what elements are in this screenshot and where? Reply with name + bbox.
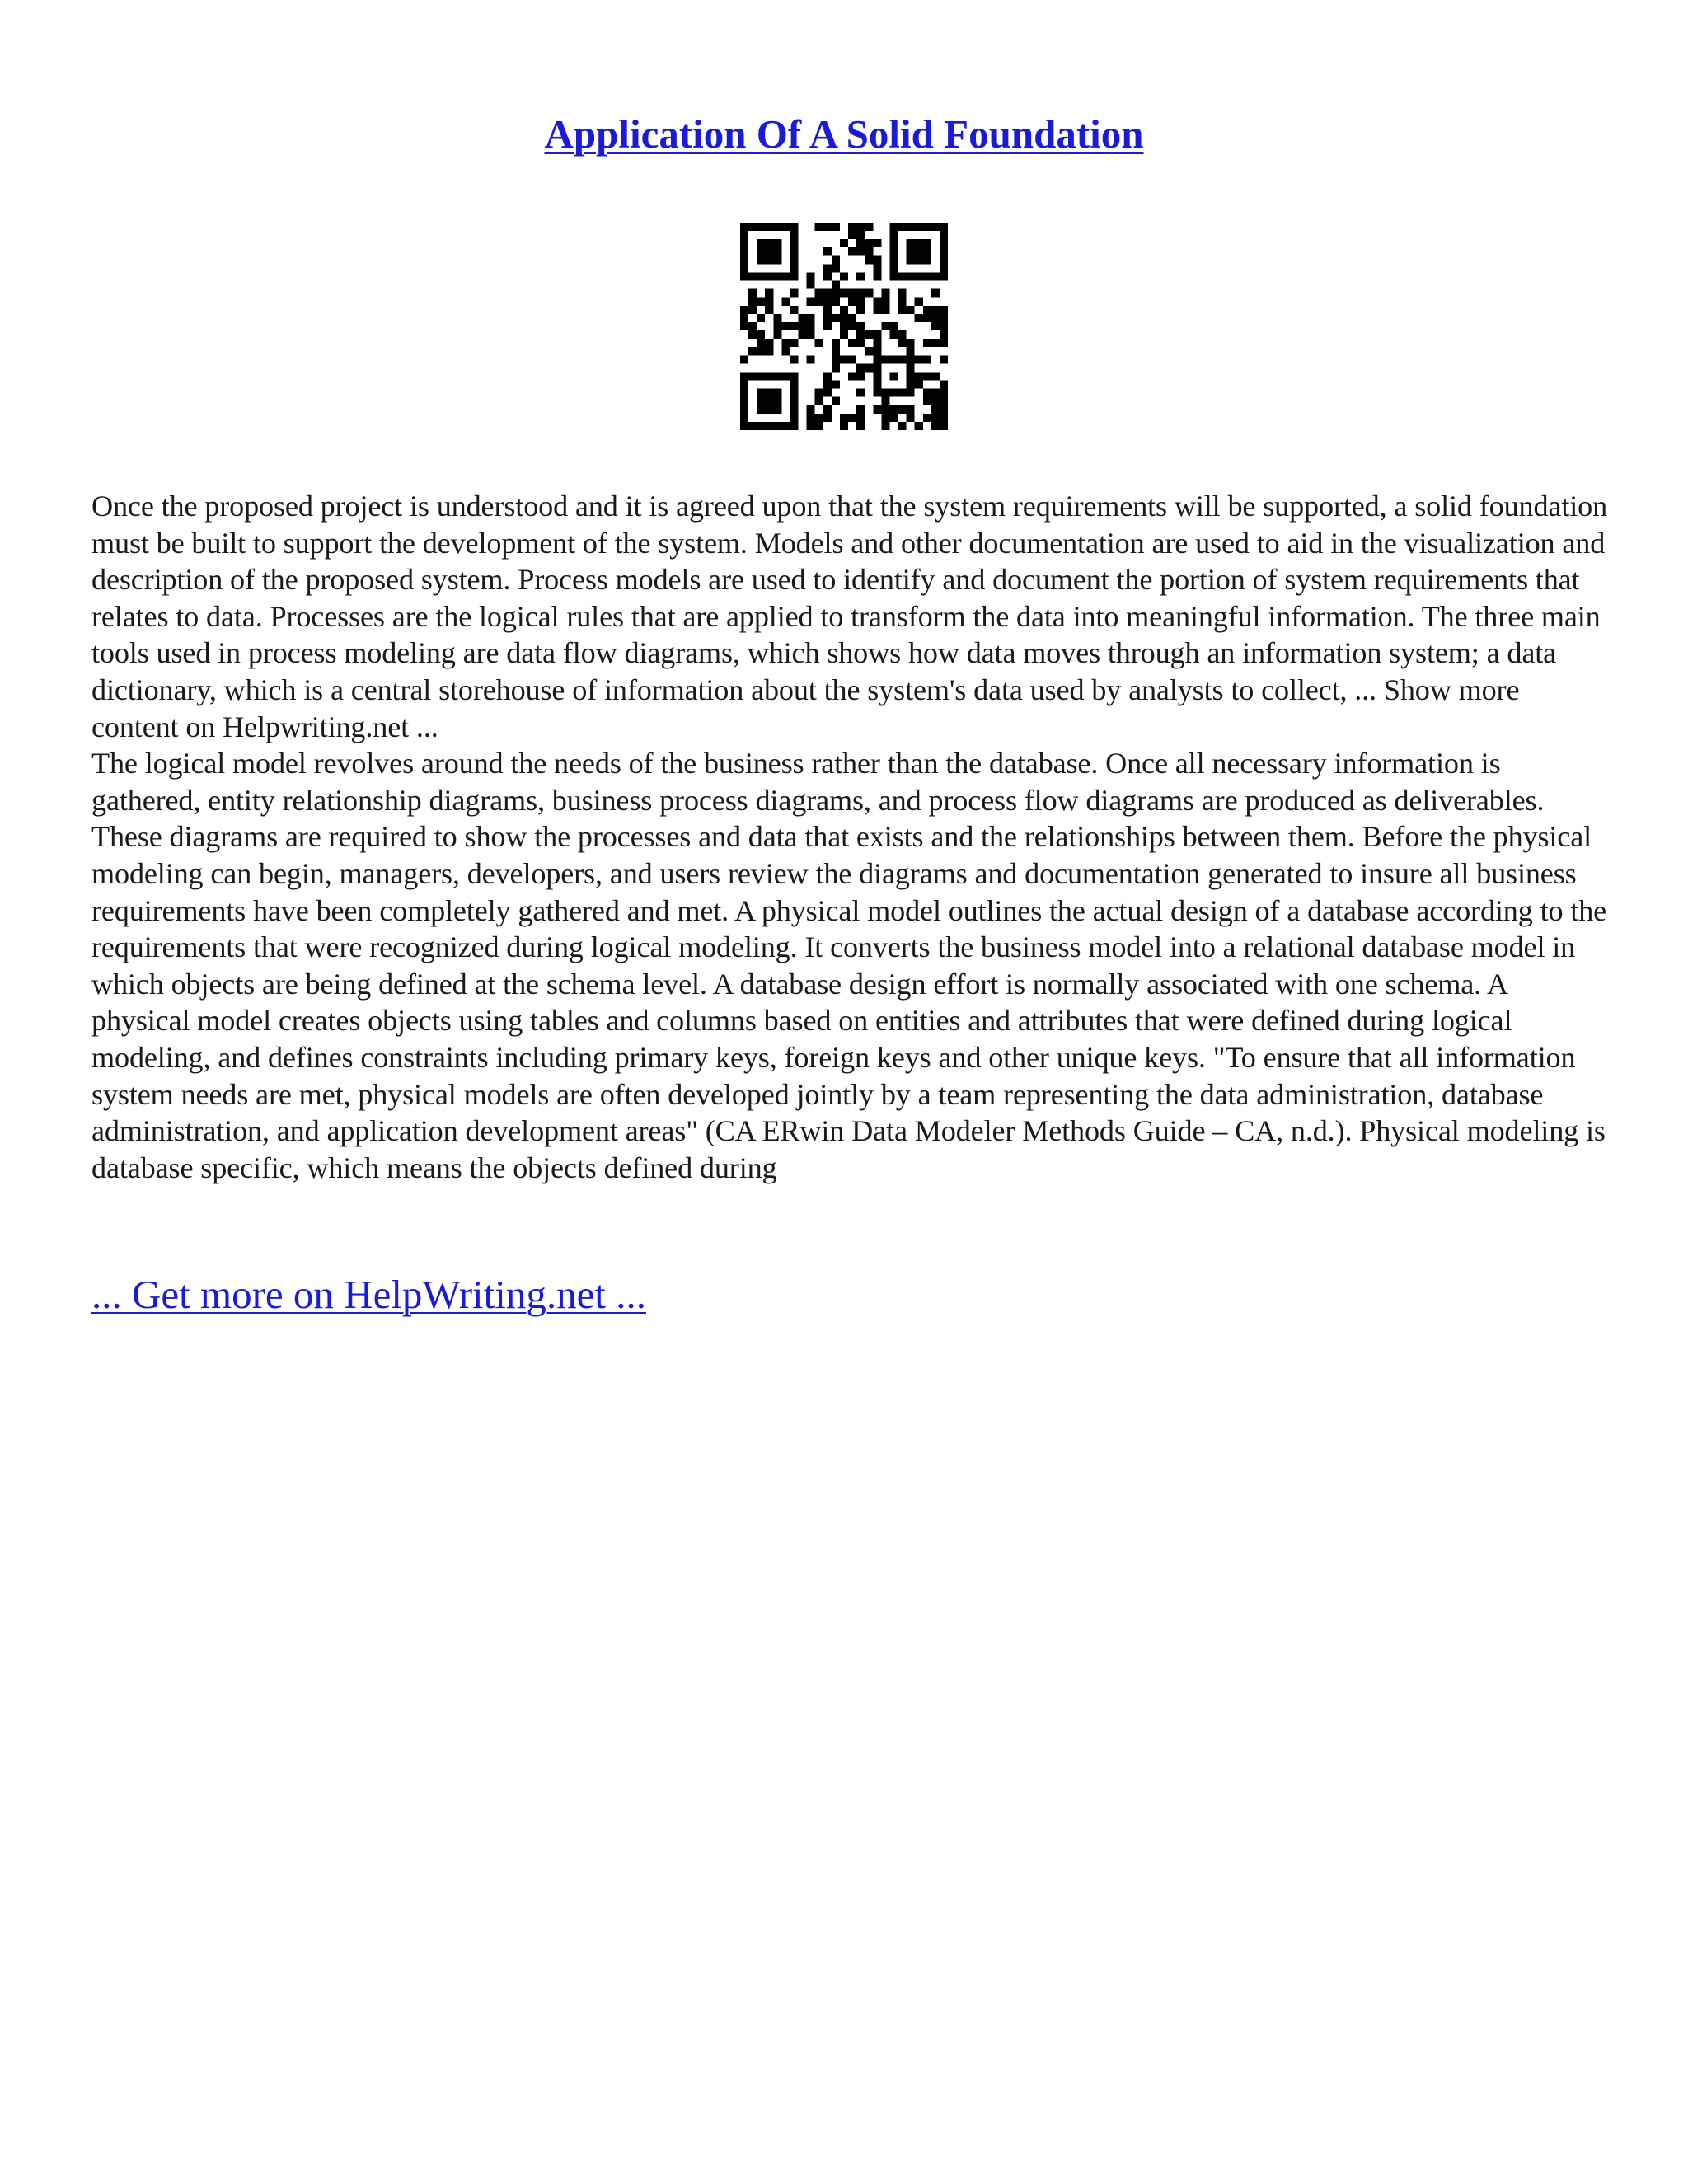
qr-code-icon (740, 223, 948, 430)
get-more-link[interactable]: ... Get more on HelpWriting.net ... (91, 1272, 646, 1317)
document-title-link[interactable]: Application Of A Solid Foundation (544, 111, 1144, 157)
document-body (91, 488, 1608, 1186)
paragraph-intro: Once the proposed project is understood and it is agreed upon that the system requirements will be supported, a solid foundation must be built to support the development of the system. Models and other documentation are used to aid in the visualization and description of the proposed system. Process models are used to identify and document the portion of system requirements that relates to data. Processes are the logical rules that are applied to transform the data into meaningful information. The three main tools used in process modeling are data flow diagrams, which shows how data moves through an information system; a data dictionary, which is a central storehouse of information about the system's data used by analysts to collect, ... Show more content on Helpwriting.net ... (91, 490, 1608, 743)
paragraph-logical-model: The logical model revolves around the needs of the business rather than the database. Once all necessary information is gathered, entity relationship diagrams, business process diagrams, and process flow diagrams are produced as deliverables. These diagrams are required to show the processes and data that exists and the relationships between them. Before the physical modeling can begin, managers, developers, and users review the diagrams and documentation generated to insure all business requirements have been completely gathered and met. A physical model outlines the actual design of a database according to the requirements that were recognized during logical modeling. It converts the business model into a relational database model in which objects are being defined at the schema level. A database design effort is normally associated with one schema. A physical model creates objects using tables and columns based on entities and attributes that were defined during logical modeling, and defines constraints including primary keys, foreign keys and other unique keys. "To ensure that all information system needs are met, physical models are often developed jointly by a team representing the data administration, database administration, and application development areas" (CA ERwin Data Modeler Methods Guide – CA, n.d.). Physical modeling is database specific, which means the objects defined during (91, 747, 1607, 1184)
